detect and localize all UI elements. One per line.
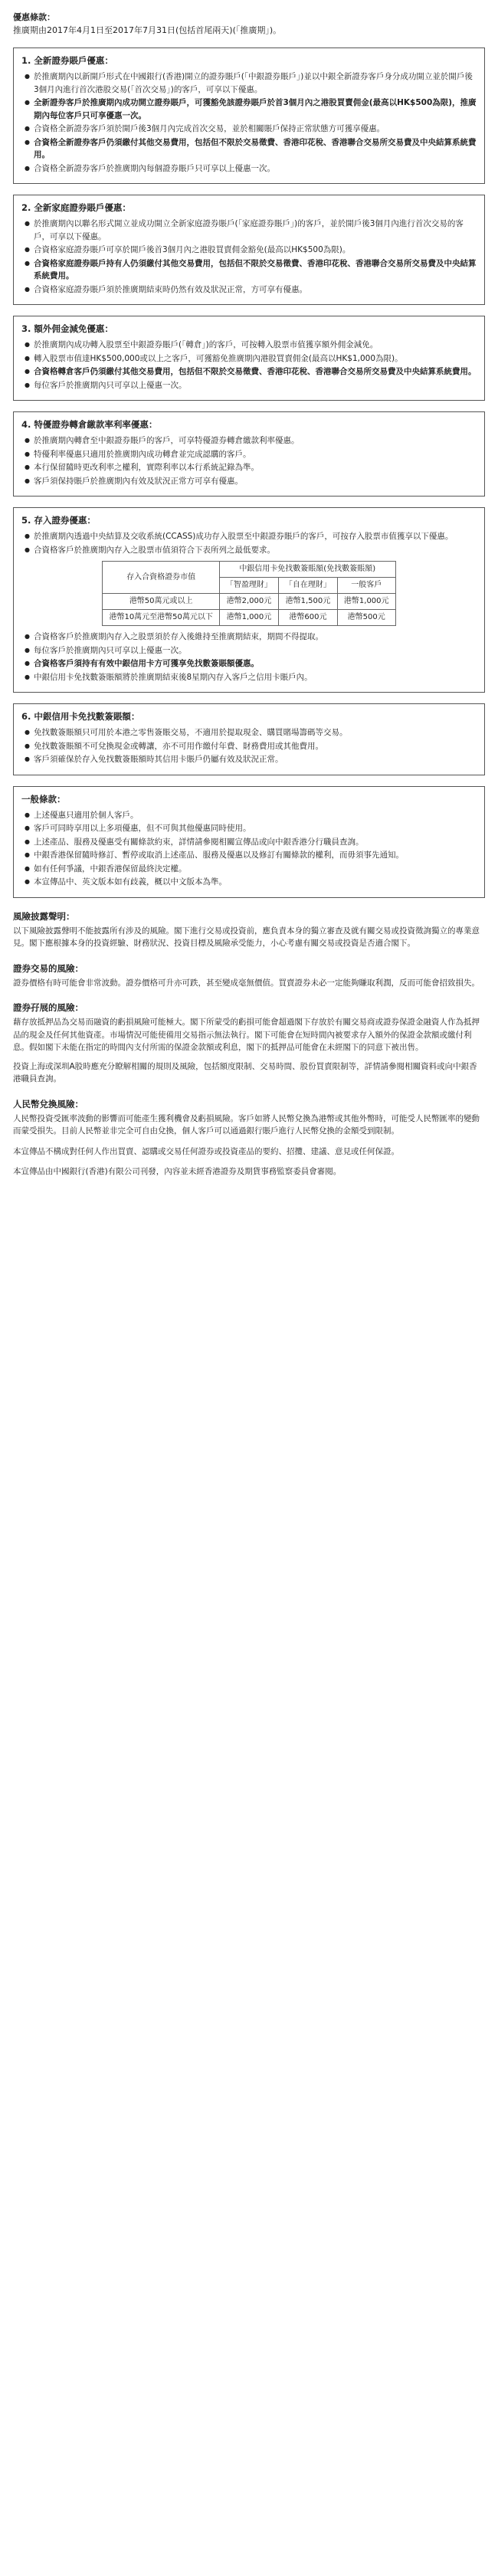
table-row (103, 610, 395, 626)
footnote: 本宣傳品由中國銀行(香港)有限公司刊發，內容並未經香港證券及期貨事務監察委員會審閱。 (13, 1167, 342, 1176)
table-header: 存入合資格證券市值 (103, 562, 219, 594)
risk-heading: 證券交易的風險： (13, 962, 84, 974)
list-item: ● 免找數簽賬額只可用於本港之零售簽賬交易，不適用於提取現金、購買賭場籌碼等交易。 (34, 726, 477, 739)
section-heading: 一般條款： (21, 793, 66, 805)
table-cell: 港幣600元 (278, 610, 337, 626)
section-heading: 2. 全新家庭證券賬戶優惠： (21, 202, 131, 213)
list-item: ● 合資格全新證券客戶於推廣期內每個證券賬戶只可享以上優惠一次。 (34, 162, 477, 175)
list-item: ● 合資格客戶於推廣期內存入之股票須於存入後維持至推廣期結束，期間不得提取。 (34, 631, 477, 644)
list-item: ● 全新證券客戶於推廣期內成功開立證券賬戶，可獲豁免該證券賬戶於首3個月內之港股買賣佣金(最高以HK$500為限)，推廣期內每位客戶只可享優惠一次。 (34, 97, 477, 122)
table-header: 「自在理財」 (278, 578, 337, 594)
list-item: ● 客戶可同時享用以上多項優惠，但不可與其他優惠同時使用。 (34, 822, 477, 835)
list-item: ● 於推廣期內以聯名形式開立並成功開立全新家庭證券賬戶(「家庭證券賬戶」)的客戶，並於開戶後3個月內進行首次交易的客戶，可享以下優惠。 (34, 218, 477, 243)
list-item: ● 免找數簽賬額不可兌換現金或轉讓，亦不可用作繳付年費、財務費用或其他費用。 (34, 740, 477, 753)
risk-heading: 證券孖展的風險： (13, 1002, 84, 1013)
list-item: ● 本宣傳品中、英文版本如有歧義，概以中文版本為準。 (34, 876, 477, 889)
section-new-securities-account (13, 48, 485, 184)
table-cell: 港幣10萬元至港幣50萬元以下 (103, 610, 219, 626)
list-item: ● 中銀信用卡免找數簽賬額將於推廣期結束後8星期內存入客戶之信用卡賬戶內。 (34, 671, 477, 684)
risk-disclosures (13, 910, 485, 1138)
list-item: ● 合資格全新證券客戶仍須繳付其他交易費用，包括但不限於交易徵費、香港印花稅、香港聯合交易所交易費及中央結算系統費用。 (34, 136, 477, 162)
intro-title: 優惠條款： (13, 12, 55, 22)
list-item: ● 特優利率優惠只適用於推廣期內成功轉倉並完成認購的客戶。 (34, 448, 477, 461)
section-family-securities-account (13, 195, 485, 305)
list-item: ● 客戶須保持賬戶於推廣期內有效及狀況正常方可享有優惠。 (34, 475, 477, 488)
section-heading: 6. 中銀信用卡免找數簽賬額： (21, 711, 140, 722)
risk-text: 藉存放抵押品為交易而融資的虧損風險可能極大。閣下所蒙受的虧損可能會超過閣下存放於有關交易商或證券保證金融資人作為抵押品的現金及任何其他資產。市場情況可能使備用交易指示無法執行。閣下可能會在短時間內被要求存入額外的保證金款額或繳付利息。假如閣下未能在指定的時間內支付所需的保證金款額或利息，閣下的抵押品可能會在未經閣下的同意下被出售。 (13, 1018, 480, 1052)
list-item: ● 上述產品、服務及優惠受有關條款約束，詳情請參閱相關宣傳品或向中銀香港分行職員查詢。 (34, 836, 477, 849)
promo-period: 推廣期由2017年4月1日至2017年7月31日(包括首尾兩天)(「推廣期」)。 (13, 25, 282, 35)
stock-deposit-table (102, 561, 395, 626)
risk-heading: 人民幣兌換風險： (13, 1098, 84, 1109)
list-item: ● 於推廣期內以新開戶形式在中國銀行(香港)開立的證券賬戶(「中銀證券賬戶」)並以中銀全新證券客戶身分成功開立並於開戶後3個月內進行首次港股交易(「首次交易」)的客戶，可享以下優惠。 (34, 70, 477, 96)
list-item: ● 於推廣期內轉倉至中銀證券賬戶的客戶，可享特優證券轉倉繳款利率優惠。 (34, 434, 477, 447)
risk-text: 投資上海或深圳A股時應充分瞭解相關的規則及風險，包括額度限制、交易時間、股份買賣限制等，詳情請參閱相關資料或向中銀香港職員查詢。 (13, 1061, 477, 1083)
section-credit-card-rebate (13, 703, 485, 775)
section-stock-deposit (13, 507, 485, 693)
list-item: ● 合資格轉倉客戶仍須繳付其他交易費用，包括但不限於交易徵費、香港印花稅、香港聯合交易所交易費及中央結算系統費用。 (34, 365, 477, 379)
section-extra-commission-waiver (13, 316, 485, 401)
section-heading: 1. 全新證券賬戶優惠： (21, 55, 113, 66)
table-cell: 港幣2,000元 (219, 594, 278, 610)
risk-heading: 風險披露聲明： (13, 910, 75, 922)
table-cell: 港幣1,000元 (337, 594, 395, 610)
list-item: ● 客戶須確保於存入免找數簽賬額時其信用卡賬戶仍屬有效及狀況正常。 (34, 753, 477, 766)
list-item: ● 如有任何爭議，中銀香港保留最終決定權。 (34, 863, 477, 876)
section-heading: 5. 存入證券優惠： (21, 515, 96, 526)
table-header: 「智盈理財」 (219, 578, 278, 594)
table-cell: 港幣500元 (337, 610, 395, 626)
section-heading: 4. 特優證券轉倉繳款率利率優惠： (21, 419, 158, 430)
list-item: ● 轉入股票市值達HK$500,000或以上之客戶，可獲豁免推廣期內港股買賣佣金(最高以HK$1,000為限)。 (34, 352, 477, 365)
list-item: ● 上述優惠只適用於個人客戶。 (34, 809, 477, 822)
section-margin-interest-rate (13, 411, 485, 497)
list-item: ● 合資格家庭證券賬戶須於推廣期結束時仍然有效及狀況正常，方可享有優惠。 (34, 283, 477, 297)
list-item: ● 合資格家庭證券賬戶持有人仍須繳付其他交易費用，包括但不限於交易徵費、香港印花稅、香港聯合交易所交易費及中央結算系統費用。 (34, 257, 477, 283)
list-item: ● 每位客戶於推廣期內只可享以上優惠一次。 (34, 379, 477, 392)
list-item: ● 本行保留隨時更改利率之權利，實際利率以本行系統記錄為準。 (34, 461, 477, 474)
risk-text: 人民幣投資受匯率波動的影響而可能產生獲利機會及虧損風險。客戶如將人民幣兌換為港幣或其他外幣時，可能受人民幣匯率的變動而蒙受損失。目前人民幣並非完全可自由兌換，個人客戶可以通過銀行賬戶進行人民幣兌換的金額受到限制。 (13, 1113, 480, 1136)
risk-text: 以下風險披露聲明不能披露所有涉及的風險。閣下進行交易或投資前，應負責本身的獨立審查及就有關交易或投資徵詢獨立的專業意見。閣下應根據本身的投資經驗、財務狀況、投資目標及風險承受能力，小心考慮有關交易或投資是否適合閣下。 (13, 926, 480, 948)
list-item: ● 於推廣期內透過中央結算及交收系統(CCASS)成功存入股票至中銀證券賬戶的客戶，可按存入股票市值獲享以下優惠。 (34, 530, 477, 543)
list-item: ● 合資格家庭證券賬戶可享於開戶後首3個月內之港股買賣佣金豁免(最高以HK$500為限)。 (34, 244, 477, 257)
list-item: ● 於推廣期內成功轉入股票至中銀證券賬戶(「轉倉」)的客戶，可按轉入股票市值獲享額外佣金減免。 (34, 339, 477, 352)
list-item: ● 每位客戶於推廣期內只可享以上優惠一次。 (34, 644, 477, 657)
promo-terms-page (13, 0, 485, 1200)
section-general-terms (13, 786, 485, 898)
table-header: 中銀信用卡免找數簽賬額(免找數簽賬額) (219, 562, 395, 578)
table-cell: 港幣1,000元 (219, 610, 278, 626)
list-item: ● 合資格客戶於推廣期內存入之股票市值須符合下表所列之最低要求。 (34, 544, 477, 557)
intro (13, 11, 485, 37)
section-heading: 3. 額外佣金減免優惠： (21, 323, 113, 334)
table-cell: 港幣1,500元 (278, 594, 337, 610)
table-cell: 港幣50萬元或以上 (103, 594, 219, 610)
table-header: 一般客戶 (337, 578, 395, 594)
list-item: ● 合資格全新證券客戶須於開戶後3個月內完成首次交易，並於相關賬戶保持正常狀態方可獲享優惠。 (34, 123, 477, 136)
table-row (103, 594, 395, 610)
footnote: 本宣傳品不構成對任何人作出買賣、認購或交易任何證券或投資產品的要約、招攬、建議、意見或任何保證。 (13, 1146, 399, 1156)
list-item: ● 中銀香港保留隨時修訂、暫停或取消上述產品、服務及優惠以及修訂有關條款的權利，而毋須事先通知。 (34, 849, 477, 862)
list-item: ● 合資格客戶須持有有效中銀信用卡方可獲享免找數簽賬額優惠。 (34, 657, 477, 670)
risk-text: 證券價格有時可能會非常波動。證券價格可升亦可跌，甚至變成毫無價值。買賣證券未必一定能夠賺取利潤，反而可能會招致損失。 (13, 978, 480, 988)
